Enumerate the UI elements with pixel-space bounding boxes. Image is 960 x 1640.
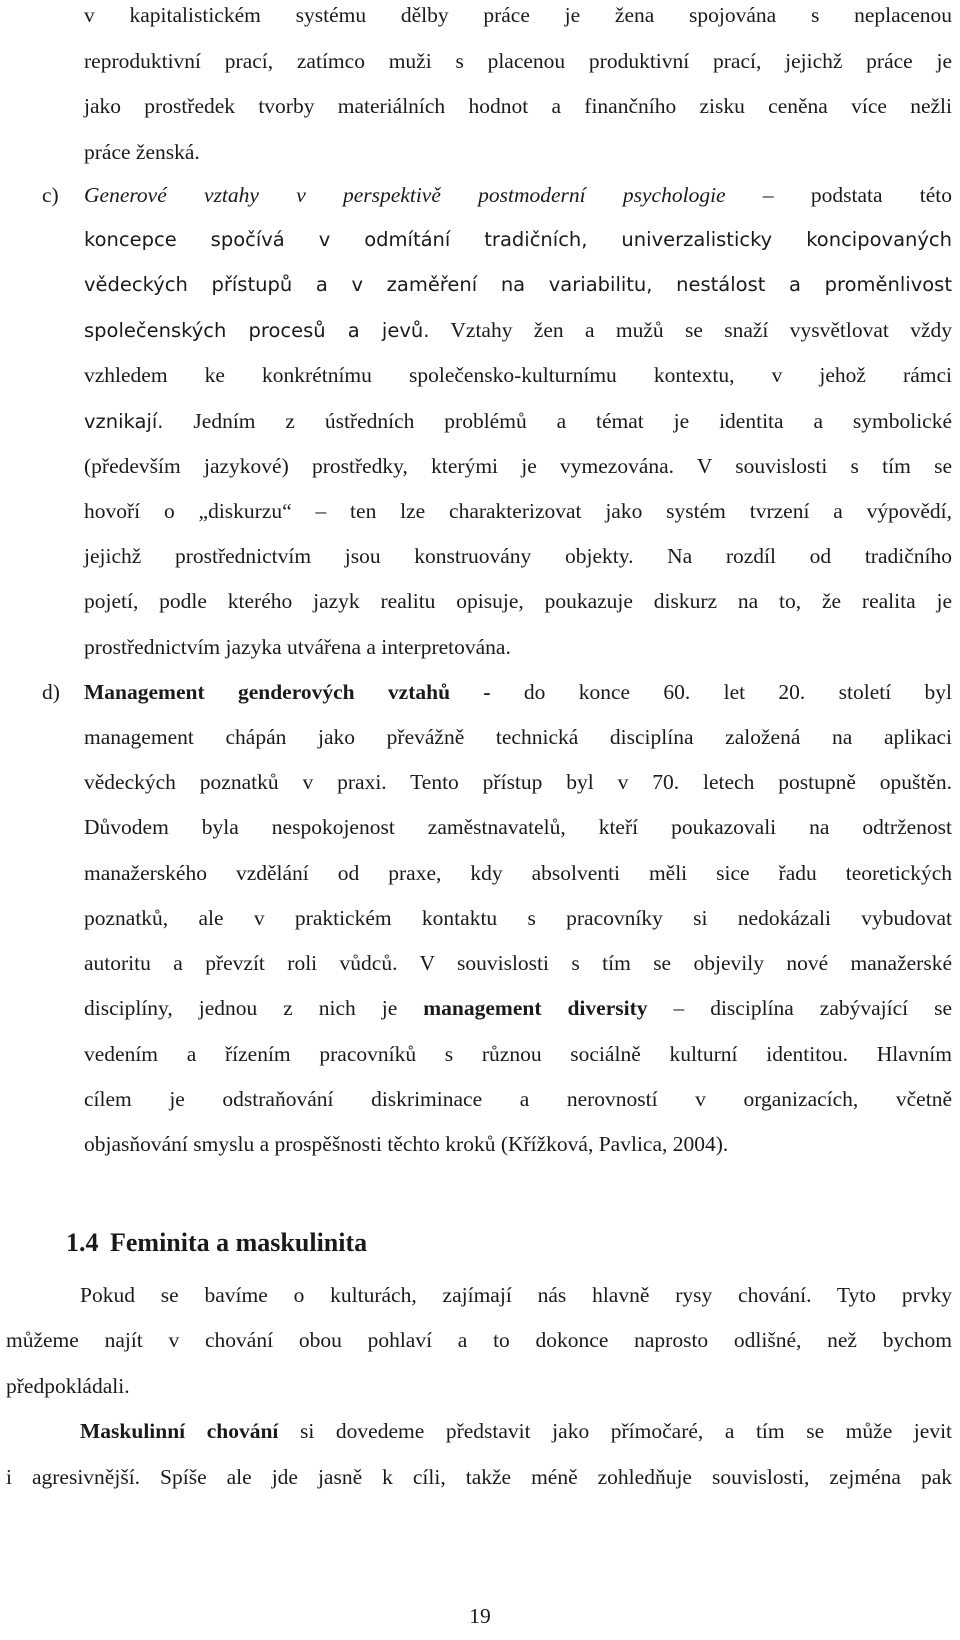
text-line: můžeme najít v chování obou pohlaví a to dokonce naprosto odlišné, než bychom xyxy=(6,1328,952,1352)
page-number: 19 xyxy=(469,1604,491,1628)
text-line: objasňování smyslu a prospěšnosti těchto kroků (Křížková, Pavlica, 2004). xyxy=(84,1132,729,1156)
text-fragment: – disciplína zabývající se xyxy=(673,996,953,1020)
text-line: koncepce spočívá v odmítání tradičních, univerzalisticky koncipovaných xyxy=(84,228,952,251)
text-line: i agresivnější. Spíše ale jde jasně k cíli, takže méně zohledňuje souvislosti, zejména pak xyxy=(6,1465,952,1489)
text-line: Pokud se bavíme o kulturách, zajímají nás hlavně rysy chování. Tyto prvky xyxy=(80,1283,952,1307)
text-line xyxy=(84,993,952,1023)
text-line xyxy=(80,1416,952,1446)
text-line xyxy=(84,315,952,345)
text-fragment: Jedním z ústředních problémů a témat je identita a symbolické xyxy=(193,409,953,433)
list-item-d-title: Management genderových vztahů - xyxy=(84,680,491,704)
list-label-d: d) xyxy=(42,680,60,704)
text-line: autoritu a převzít roli vůdců. V souvislosti s tím se objevily nové manažerské xyxy=(84,951,952,975)
text-line: vědeckých poznatků v praxi. Tento přístup byl v 70. letech postupně opuštěn. xyxy=(84,770,952,794)
text-line: cílem je odstraňování diskriminace a nerovností v organizacích, včetně xyxy=(84,1087,952,1111)
text-line: poznatků, ale v praktickém kontaktu s pracovníky si nedokázali vybudovat xyxy=(84,906,952,930)
text-line: v kapitalistickém systému dělby práce je žena spojována s neplacenou xyxy=(84,3,952,27)
text-line: manažerského vzdělání od praxe, kdy absolventi měli sice řadu teoretických xyxy=(84,861,952,885)
text-line: prostřednictvím jazyka utvářena a interpretována. xyxy=(84,635,511,659)
text-line: Důvodem byla nespokojenost zaměstnavatelů, kteří poukazovali na odtrženost xyxy=(84,815,952,839)
text-fragment: vznikají. xyxy=(84,410,164,433)
text-line: práce ženská. xyxy=(84,140,200,164)
text-line: (především jazykové) prostředky, kterými je vymezována. V souvislosti s tím se xyxy=(84,454,952,478)
list-item-c-first-line xyxy=(84,180,952,210)
text-line: předpokládali. xyxy=(6,1374,130,1398)
text-fragment: – podstata této xyxy=(762,183,953,207)
text-fragment: do konce 60. let 20. století byl xyxy=(523,680,952,704)
text-fragment: jejichž prostřednictvím jsou konstruovány objekty. xyxy=(84,544,634,568)
text-line xyxy=(84,406,952,436)
bold-term: management diversity xyxy=(423,996,648,1020)
bold-term: Maskulinní chování xyxy=(80,1419,279,1443)
text-line: hovoří o „diskurzu“ – ten lze charakterizovat jako systém tvrzení a výpovědí, xyxy=(84,499,952,523)
text-line: jako prostředek tvorby materiálních hodnot a finančního zisku ceněna více nežli xyxy=(84,94,952,118)
text-line: management chápán jako převážně technická disciplína založená na aplikaci xyxy=(84,725,952,749)
text-line: pojetí, podle kterého jazyk realitu opisuje, poukazuje diskurz na to, že realita je xyxy=(84,589,952,613)
text-line xyxy=(84,541,952,571)
text-fragment: společenských procesů a jevů. xyxy=(84,319,430,342)
section-title: Feminita a maskulinita xyxy=(110,1228,368,1257)
list-label-c: c) xyxy=(42,183,59,207)
text-fragment: si dovedeme představit jako přímočaré, a tím se může jevit xyxy=(300,1419,953,1443)
text-fragment: Vztahy žen a mužů se snaží vysvětlovat vždy xyxy=(450,318,952,342)
text-line: vzhledem ke konkrétnímu společensko-kulturnímu kontextu, v jehož rámci xyxy=(84,363,952,387)
list-item-d-first-line xyxy=(84,677,952,707)
section-heading xyxy=(66,1226,367,1260)
text-fragment: Na rozdíl od tradičního xyxy=(667,544,953,568)
text-line: vědeckých přístupů a v zaměření na variabilitu, nestálost a proměnlivost xyxy=(84,273,952,296)
text-fragment: disciplíny, jednou z nich je xyxy=(84,996,398,1020)
section-number: 1.4 xyxy=(66,1228,99,1257)
text-line: vedením a řízením pracovníků s různou sociálně kulturní identitou. Hlavním xyxy=(84,1042,952,1066)
text-line: reproduktivní prací, zatímco muži s placenou produktivní prací, jejichž práce je xyxy=(84,49,952,73)
list-item-c-title: Generové vztahy v perspektivě postmoderní psychologie xyxy=(84,183,726,207)
